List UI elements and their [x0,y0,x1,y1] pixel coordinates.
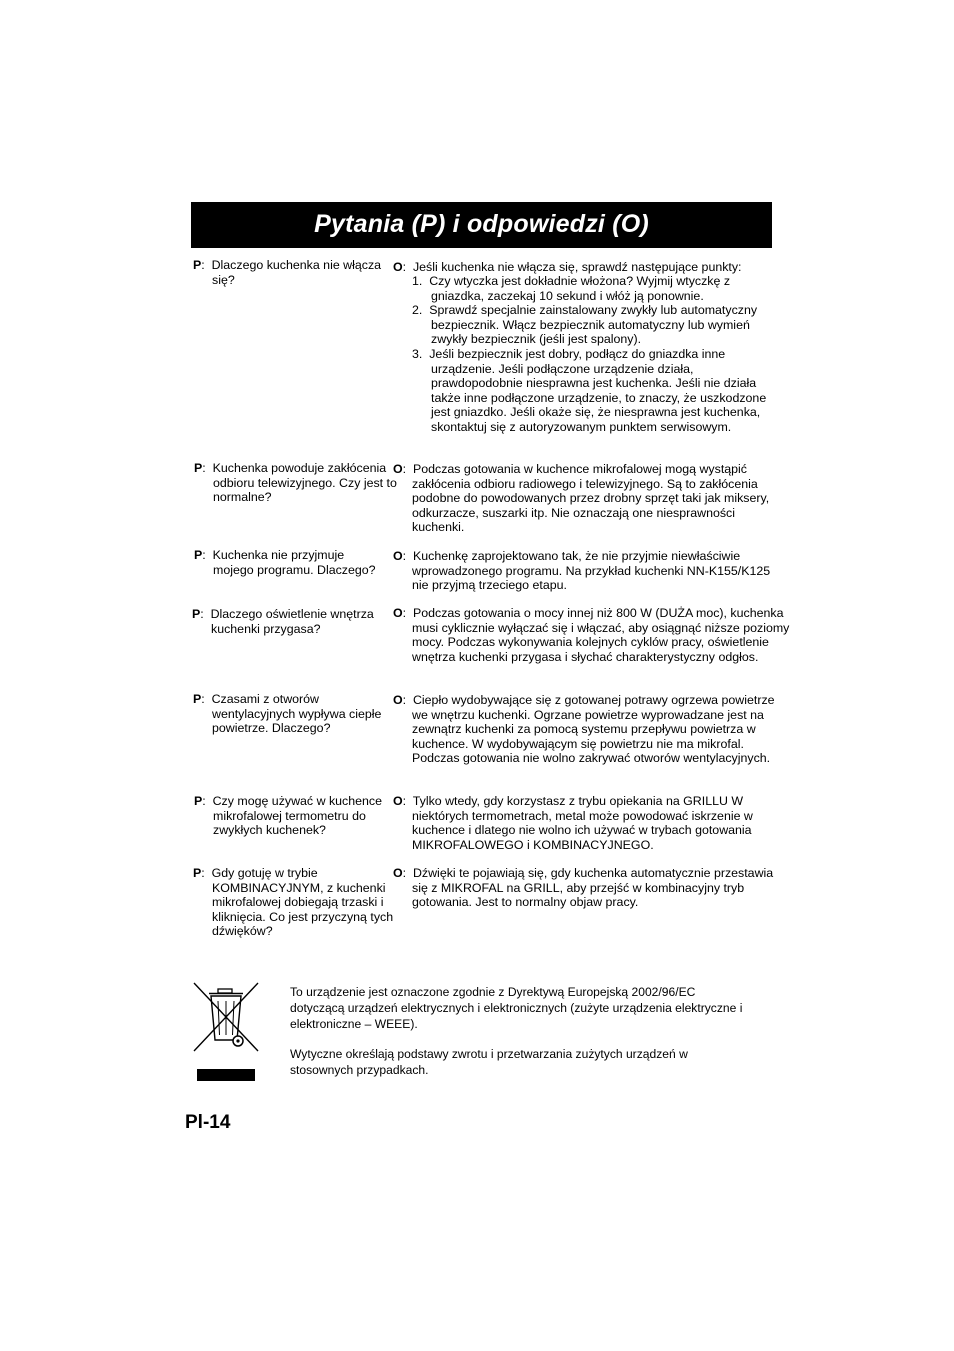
question-text: Dlaczego kuchenka nie włącza się? [211,258,382,287]
faq-answer-3: O: Kuchenkę zaprojektowano tak, że nie przyjmie niewłaściwie wprowadzonego programu. Na przykład kuchenki NN-K155/K125 nie przyjmą trzeciego etapu. [393,549,771,592]
faq-answer-1: O: Jeśli kuchenka nie włącza się, sprawdź następujące punkty: [393,260,742,274]
list-number: 1. [412,274,423,288]
weee-paragraph-2: Wytyczne określają podstawy zwrotu i przetwarzania zużytych urządzeń w stosownych przypadkach. [290,1047,688,1077]
title-bar [191,202,772,248]
question-text: Kuchenka nie przyjmuje mojego programu. Dlaczego? [212,548,376,577]
question-label: P [194,461,203,475]
answer-list-item-2 [412,303,777,347]
answer-text: Jeśli kuchenka nie włącza się, sprawdź następujące punkty: [412,260,742,274]
question-label: P [193,866,202,880]
faq-answer-5: O: Ciepło wydobywające się z gotowanej potrawy ogrzewa powietrze we wnętrzu kuchenki. Ogrzane powietrze wyprowadzane jest na zewnątrz kuchenki za pomocą systemu przepływu powietrza w kuchence. W wydobywającym się powietrzu nie ma mikrofal. Podczas gotowania nie wolno zakrywać otworów wentylacyjnych. [393,693,775,765]
list-text: Sprawdź specjalnie zainstalowany zwykły lub automatyczny bezpiecznik. Włącz bezpiecznik automatyczny lub wymień zwykły bezpiecznik (jeśli jest spalony). [429,303,758,346]
faq-question-5: P: Czasami z otworów wentylacyjnych wypływa ciepłe powietrze. Dlaczego? [193,692,382,735]
question-text: Czy mogę używać w kuchence mikrofalowej termometru do zwykłych kuchenek? [212,794,383,837]
list-text: Jeśli bezpiecznik jest dobry, podłącz do gniazdka inne urządzenie. Jeśli podłączone urządzenie działa, prawdopodobnie niesprawna jest kuchenka. Jeśli nie działa także inne podłączone urządzenie, to znaczy, że uszkodzone jest gniazdko. Jeśli okaże się, że niesprawna jest kuchenka, skontaktuj się z autoryzowanym punktem serwisowym. [429,347,767,434]
faq-question-4: P: Dlaczego oświetlenie wnętrza kuchenki przygasa? [192,607,374,636]
question-label: P [193,258,202,272]
faq-answer-7: O: Dźwięki te pojawiają się, gdy kuchenka automatycznie przestawia się z MIKROFAL na GRILL, aby przejść w kombinacyjny tryb gotowania. Jest to normalny objaw pracy. [393,866,774,909]
answer-label: O [393,462,403,476]
weee-paragraph-1: To urządzenie jest oznaczone zgodnie z Dyrektywą Europejską 2002/96/EC dotyczącą urządzeń elektrycznych i elektronicznych (zużyte urządzenia elektryczne i elektroniczne – WEEE). [290,985,743,1031]
list-number: 2. [412,303,423,317]
question-text: Dlaczego oświetlenie wnętrza kuchenki przygasa? [210,607,374,636]
answer-text: Kuchenkę zaprojektowano tak, że nie przyjmie niewłaściwie wprowadzonego programu. Na przykład kuchenki NN-K155/K125 nie przyjmą trzeciego etapu. [412,549,771,592]
weee-notice [290,984,750,1092]
page-number: Pl-14 [185,1112,231,1133]
faq-answer-6: O: Tylko wtedy, gdy korzystasz z trybu opiekania na GRILLU W niektórych termometrach, metal może powodować iskrzenie w kuchence i dlatego nie wolno ich używać w trybach gotowania MIKROFALOWEGO i KOMBINACYJNEGO. [393,794,753,852]
question-label: P [193,692,202,706]
answer-label: O [393,866,403,880]
answer-text: Podczas gotowania w kuchence mikrofalowej mogą wystąpić zakłócenia odbioru radiowego i telewizyjnego. Są to zakłócenia podobne do powodowanych przez drobny sprzęt taki jak miksery, odkurzacze, suszarki itp. Nie oznaczają one niesprawności kuchenki. [412,462,770,534]
answer-text: Podczas gotowania o mocy innej niż 800 W (DUŻA moc), kuchenka musi cyklicznie wyłączać się i włączać, aby osiągnąć niższe poziomy mocy. Podczas wykonywania kolejnych cyklów pracy, oświetlenie wnętrza kuchenki przygasa i słychać charakterystyczny odgłos. [412,606,790,664]
crossed-out-wheelie-bin-icon [192,981,260,1083]
answer-label: O [393,693,403,707]
question-label: P [194,794,203,808]
faq-question-3: P: Kuchenka nie przyjmuje mojego programu. Dlaczego? [194,548,376,577]
question-text: Gdy gotuję w trybie KOMBINACYJNYM, z kuchenki mikrofalowej dobiegają trzaski i kliknięcia. Co jest przyczyną tych dźwięków? [211,866,394,938]
faq-question-7: P: Gdy gotuję w trybie KOMBINACYJNYM, z kuchenki mikrofalowej dobiegają trzaski i kliknięcia. Co jest przyczyną tych dźwięków? [193,866,394,938]
answer-text: Ciepło wydobywające się z gotowanej potrawy ogrzewa powietrze we wnętrzu kuchenki. Ogrzane powietrze wyprowadzane jest na zewnątrz kuchenki za pomocą systemu przepływu powietrza w kuchence. W wydobywającym się powietrzu nie ma mikrofal. Podczas gotowania nie wolno zakrywać otworów wentylacyjnych. [412,693,775,765]
answer-label: O [393,794,403,808]
question-text: Czasami z otworów wentylacyjnych wypływa ciepłe powietrze. Dlaczego? [211,692,382,735]
question-label: P [194,548,203,562]
answer-label: O [393,260,403,274]
question-text: Kuchenka powoduje zakłócenia odbioru telewizyjnego. Czy jest to normalne? [212,461,397,504]
answer-label: O [393,606,403,620]
faq-answer-2: O: Podczas gotowania w kuchence mikrofalowej mogą wystąpić zakłócenia odbioru radiowego i telewizyjnego. Są to zakłócenia podobne do powodowanych przez drobny sprzęt taki jak miksery, odkurzacze, suszarki itp. Nie oznaczają one niesprawności kuchenki. [393,462,770,534]
faq-question-2: P: Kuchenka powoduje zakłócenia odbioru telewizyjnego. Czy jest to normalne? [194,461,397,504]
answer-label: O [393,549,403,563]
answer-list-item-1 [412,274,777,303]
faq-answer-4: O: Podczas gotowania o mocy innej niż 800 W (DUŻA moc), kuchenka musi cyklicznie wyłączać się i włączać, aby osiągnąć niższe poziomy mocy. Podczas wykonywania kolejnych cyklów pracy, oświetlenie wnętrza kuchenki przygasa i słychać charakterystyczny odgłos. [393,606,790,664]
answer-list-item-3 [412,347,777,434]
faq-question-6: P: Czy mogę używać w kuchence mikrofalowej termometru do zwykłych kuchenek? [194,794,383,837]
page-title: Pytania (P) i odpowiedzi (O) [314,210,649,238]
list-text: Czy wtyczka jest dokładnie włożona? Wyjmij wtyczkę z gniazdka, zaczekaj 10 sekund i włóż ją ponownie. [429,274,731,303]
answer-text: Dźwięki te pojawiają się, gdy kuchenka automatycznie przestawia się z MIKROFAL na GRILL, aby przejść w kombinacyjny tryb gotowania. Jest to normalny objaw pracy. [412,866,774,909]
question-label: P [192,607,201,621]
list-number: 3. [412,347,423,361]
answer-text: Tylko wtedy, gdy korzystasz z trybu opiekania na GRILLU W niektórych termometrach, metal może powodować iskrzenie w kuchence i dlatego nie wolno ich używać w trybach gotowania MIKROFALOWEGO i KOMBINACYJNEGO. [412,794,753,852]
faq-question-1: P: Dlaczego kuchenka nie włącza się? [193,258,382,287]
